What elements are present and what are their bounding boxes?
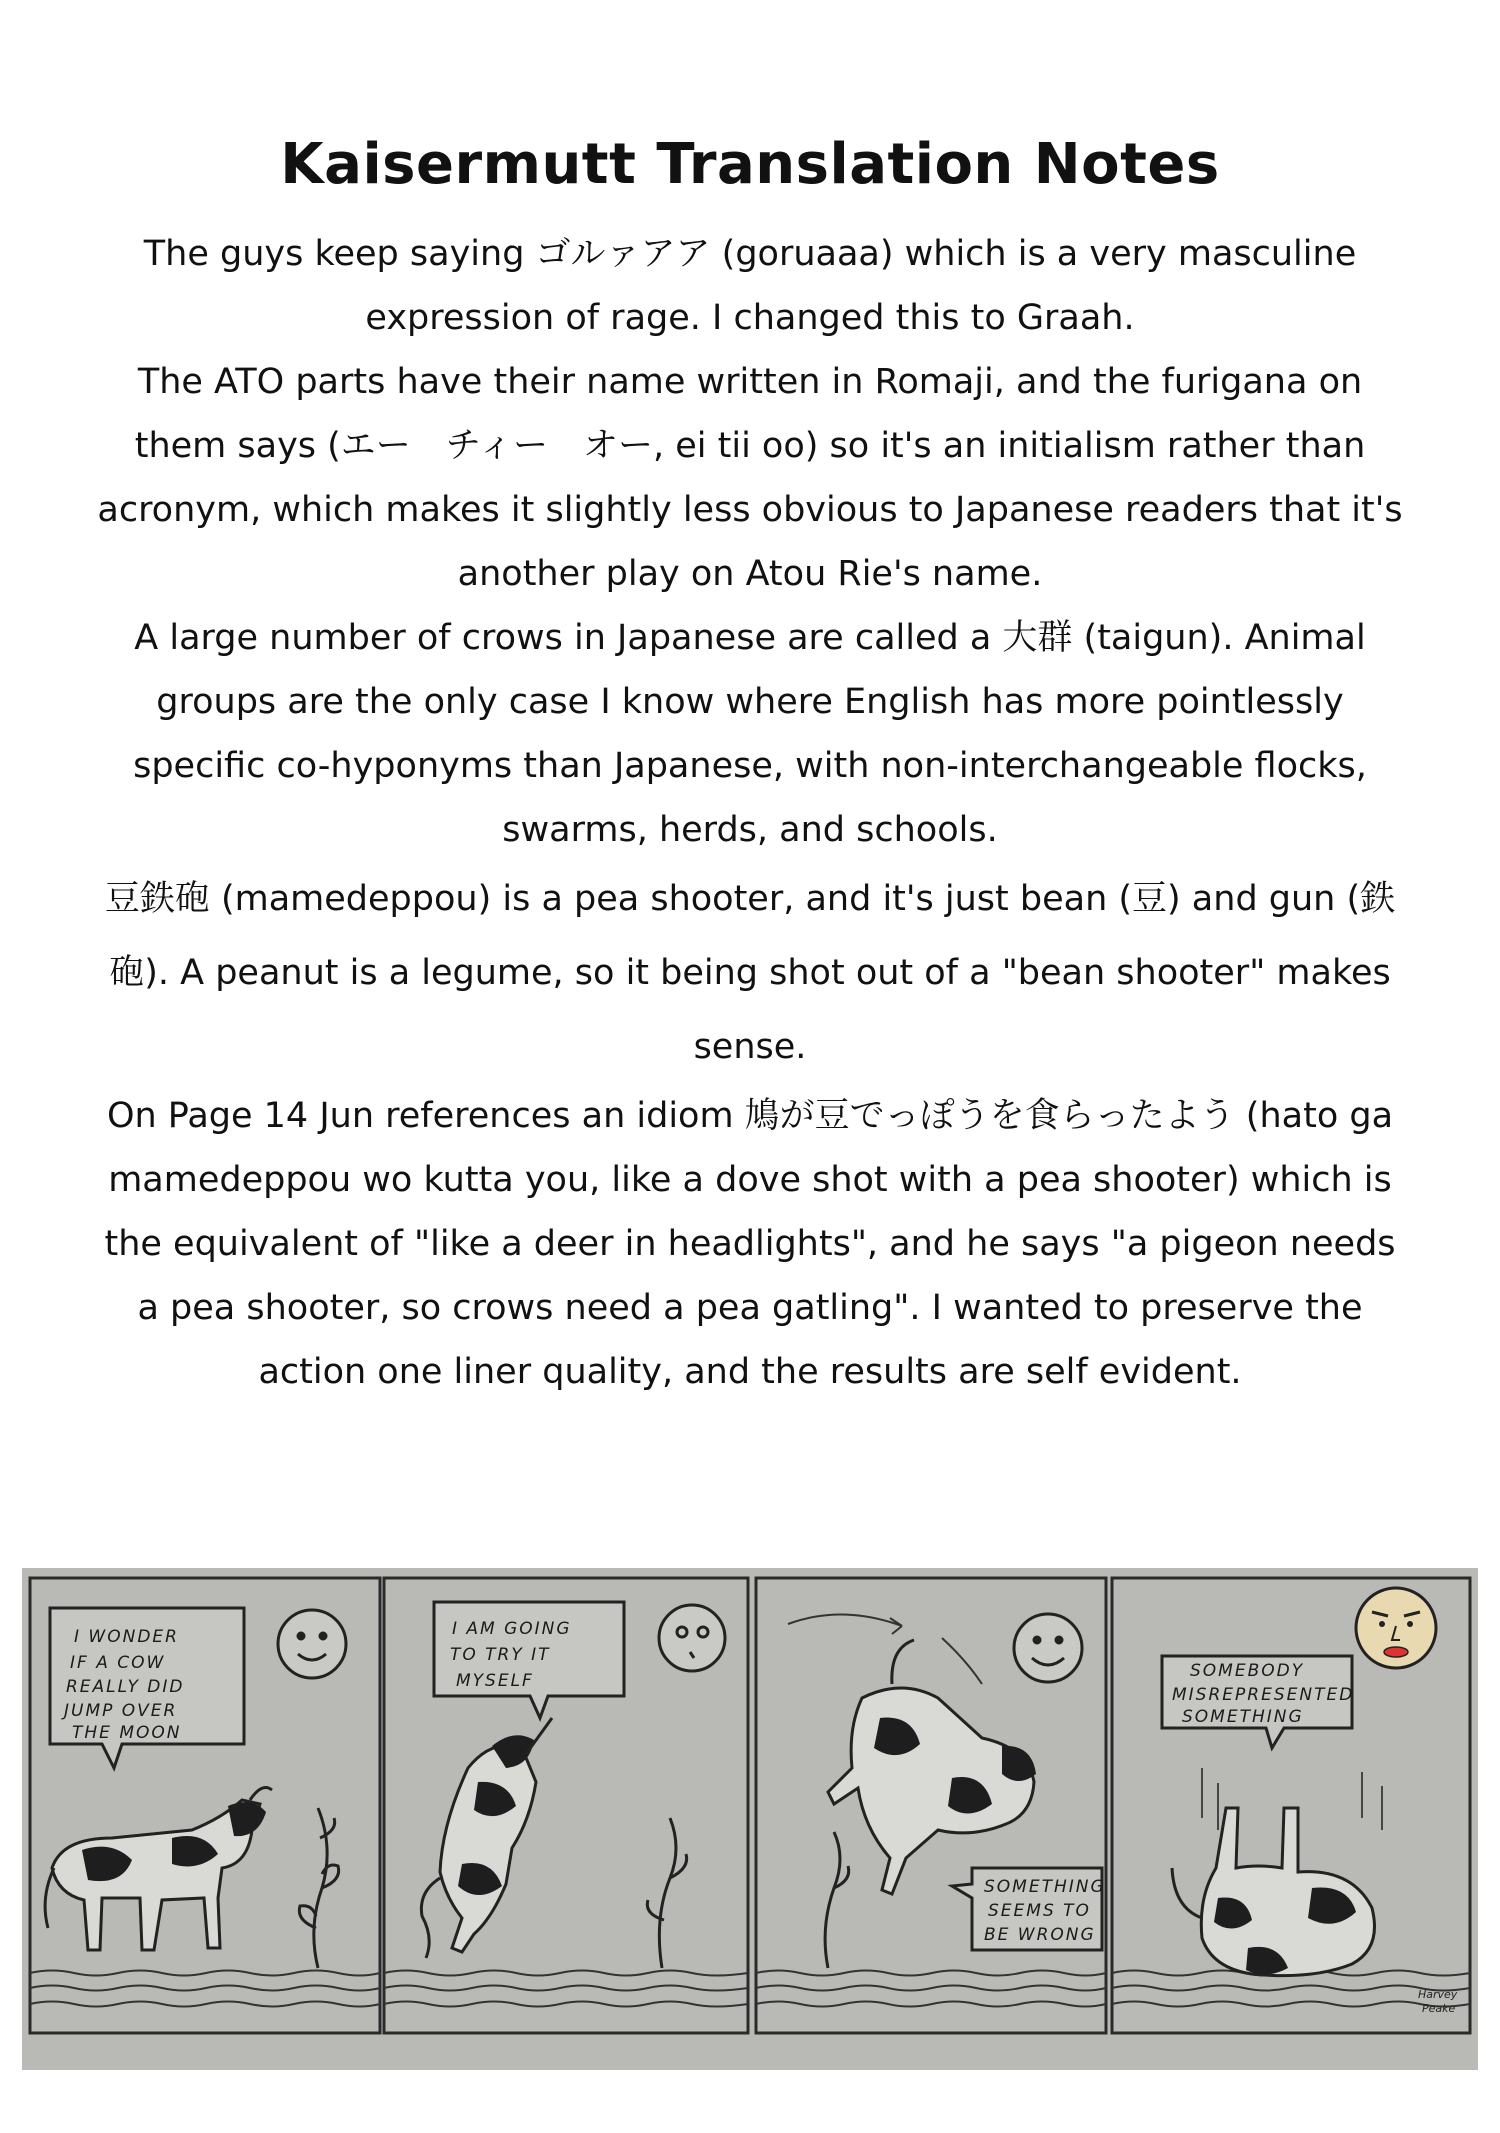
cow-upside-down-illustration [1172, 1808, 1375, 1976]
balloon-3-line-3: BE WRONG [984, 1925, 1096, 1945]
motion-arrow-icon [788, 1614, 982, 1684]
balloon-4-line-3: SOMETHING [1182, 1707, 1304, 1727]
comic-strip-art [22, 1568, 1478, 2070]
note-paragraph-taigun: A large number of crows in Japanese are called a 大群 (taigun). Animal groups are the only case I know where English has more pointlessly specific co-hyponyms than Japanese, with non-interchangeable flocks, swarms, herds, and schools. [133, 618, 1367, 850]
balloon-1-line-1: I WONDER [74, 1627, 179, 1647]
ground-lines [30, 1971, 1470, 2007]
moon-face-puzzled-icon [659, 1605, 725, 1671]
speech-balloon-3 [952, 1868, 1106, 1950]
balloon-3-line-1: SOMETHING [984, 1877, 1106, 1897]
balloon-4-line-2: MISREPRESENTED [1172, 1685, 1355, 1705]
note-paragraph-mamedeppou: 豆鉄砲 (mamedeppou) is a pea shooter, and it's just bean (豆) and gun (鉄砲). A peanut is a legume, so it being shot out of a "bean shooter" makes sense. [104, 879, 1396, 1067]
artist-signature-line-2: Peake [1422, 2002, 1456, 2015]
speech-balloon-4 [1162, 1656, 1354, 1748]
balloon-4-line-1: SOMEBODY [1190, 1661, 1305, 1681]
speech-balloon-1 [50, 1608, 244, 1768]
balloon-3-line-2: SEEMS TO [988, 1901, 1091, 1921]
page-title: Kaisermutt Translation Notes [280, 132, 1220, 197]
artist-signature-line-1: Harvey [1418, 1988, 1458, 2001]
man-in-moon-face-icon [1356, 1588, 1436, 1668]
cow-standing-illustration [45, 1788, 272, 1950]
note-paragraph-ato: The ATO parts have their name written in Romaji, and the furigana on them says (エー チィー オー, ei tii oo) so it's an initialism rather than acronym, which makes it slightly less obvious to Japanese readers that it's another play on Atou Rie's name. [97, 362, 1403, 594]
beanstalk-plant-icon [299, 1808, 338, 1968]
speech-balloon-2 [434, 1602, 624, 1718]
balloon-2-line-3: MYSELF [456, 1671, 534, 1691]
note-paragraph-idiom: On Page 14 Jun references an idiom 鳩が豆でっぽうを食らったよう (hato ga mamedeppou wo kutta you, like a dove shot with a pea shooter) which is the equivalent of "like a deer in headlights", and he says "a pigeon needs a pea shooter, so crows need a pea gatling". I wanted to preserve the action one liner quality, and the results are self evident. [104, 1096, 1396, 1392]
balloon-1-line-5: THE MOON [72, 1723, 182, 1743]
moon-face-smiling-icon [1014, 1614, 1082, 1682]
moon-face-icon [278, 1610, 346, 1678]
comic-strip [22, 1568, 1478, 2070]
note-paragraph-goruaaa: The guys keep saying ゴルァアア (goruaaa) which is a very masculine expression of rage. I changed this to Graah. [143, 234, 1357, 338]
cow-flipping-illustration [828, 1640, 1036, 1894]
balloon-1-line-2: IF A COW [70, 1653, 166, 1673]
balloon-2-line-1: I AM GOING [452, 1619, 572, 1639]
balloon-1-line-4: JUMP OVER [64, 1701, 178, 1721]
balloon-1-line-3: REALLY DID [66, 1677, 185, 1697]
balloon-2-line-2: TO TRY IT [450, 1645, 551, 1665]
beanstalk-plant-icon [825, 1832, 849, 1968]
notes-body [95, 222, 1405, 1404]
cow-rearing-illustration [421, 1718, 552, 1958]
beanstalk-plant-icon [647, 1818, 686, 1968]
